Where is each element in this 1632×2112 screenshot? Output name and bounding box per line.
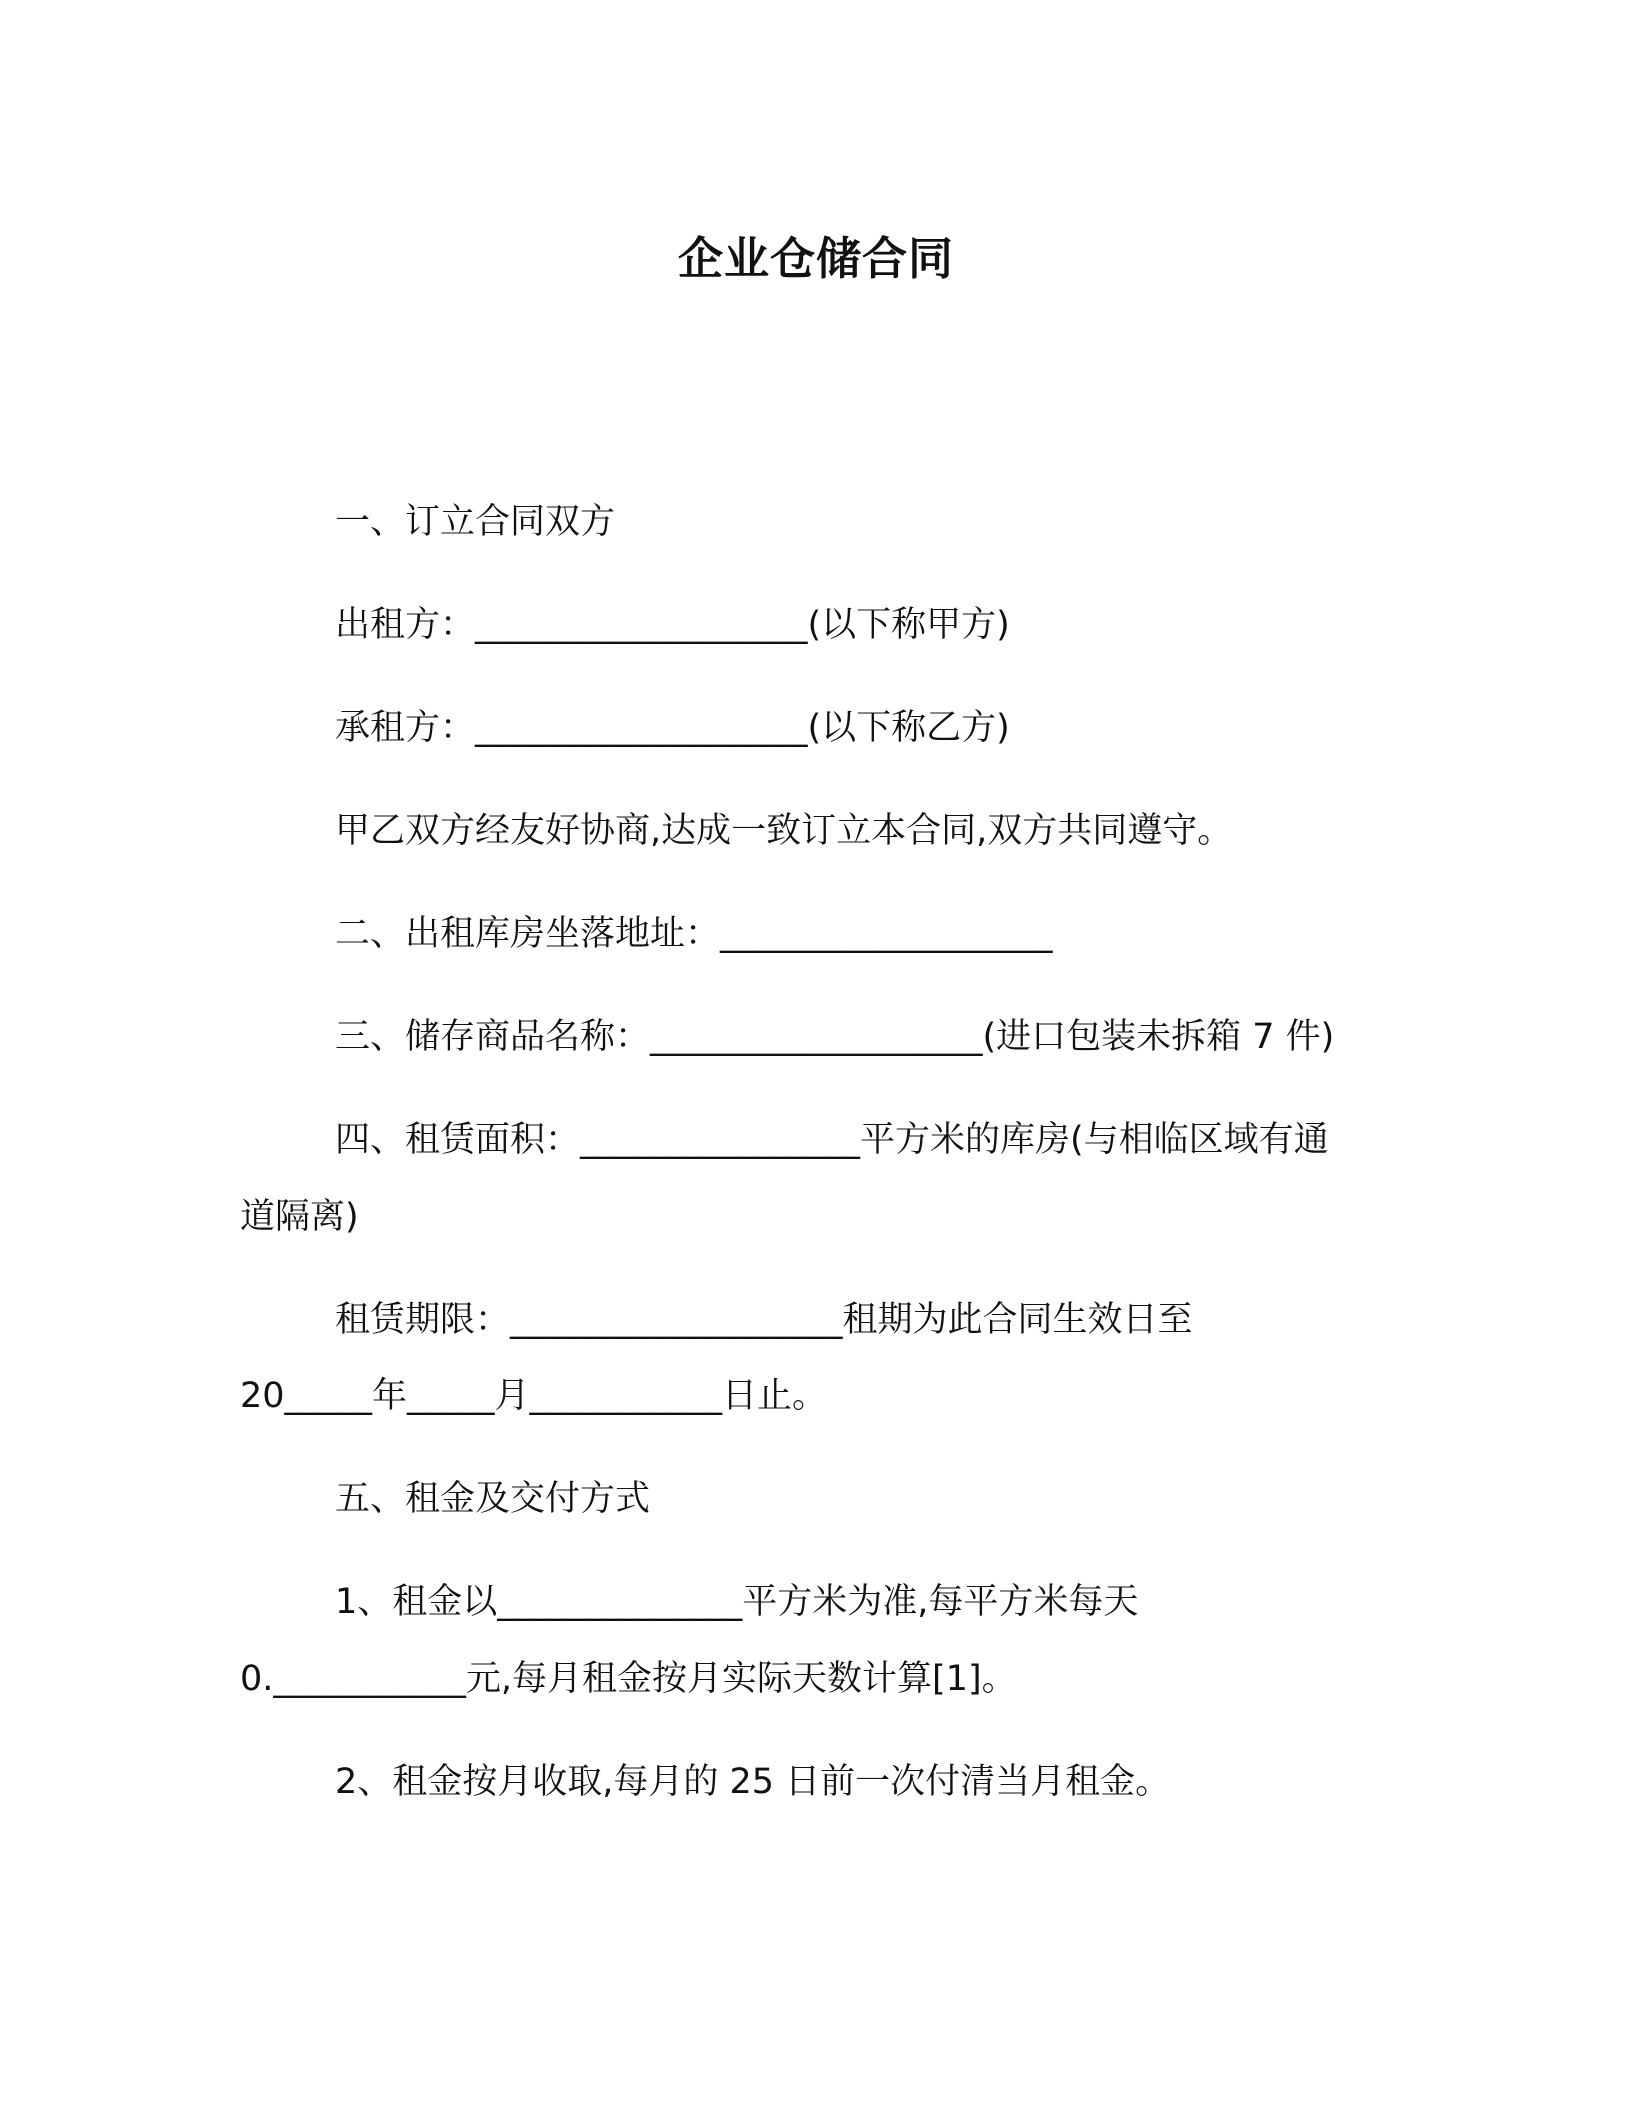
section-3-goods bbox=[335, 1013, 1334, 1061]
section-1-heading bbox=[335, 498, 615, 546]
line-text: 四、租赁面积：________________平方米的库房(与相临区域有通 bbox=[335, 1120, 1329, 1160]
lessee-line bbox=[335, 704, 1010, 752]
line-text: 租赁期限：___________________租期为此合同生效日至 bbox=[335, 1300, 1193, 1340]
section-2-address bbox=[335, 910, 1053, 958]
rent-clause-1 bbox=[335, 1578, 1138, 1626]
line-text: 五、租金及交付方式 bbox=[335, 1479, 651, 1519]
section-5-heading bbox=[335, 1475, 650, 1523]
line-text: 一、订立合同双方 bbox=[335, 502, 616, 542]
line-text: 二、出租库房坐落地址：___________________ bbox=[335, 914, 1053, 954]
section-4-area bbox=[335, 1116, 1329, 1164]
line-text: 道隔离) bbox=[240, 1197, 359, 1237]
line-text: 1、租金以______________平方米为准,每平方米每天 bbox=[335, 1582, 1139, 1622]
lessor-line bbox=[335, 601, 1010, 649]
lease-term-line bbox=[335, 1296, 1193, 1344]
line-text: 2、租金按月收取,每月的 25 日前一次付清当月租金。 bbox=[335, 1762, 1171, 1802]
document-title: 企业仓储合同 bbox=[677, 232, 954, 285]
line-text: 0.___________元,每月租金按月实际天数计算[1]。 bbox=[240, 1659, 1017, 1699]
line-text: 出租方：___________________(以下称甲方) bbox=[335, 605, 1010, 645]
rent-clause-2 bbox=[335, 1758, 1170, 1806]
rent-clause-1-continued bbox=[240, 1655, 1017, 1703]
line-text: 甲乙双方经友好协商,达成一致订立本合同,双方共同遵守。 bbox=[335, 811, 1233, 851]
line-text: 20_____年_____月___________日止。 bbox=[240, 1376, 828, 1416]
section-4-area-continued bbox=[240, 1193, 359, 1241]
line-text: 承租方：___________________(以下称乙方) bbox=[335, 708, 1010, 748]
agreement-line bbox=[335, 807, 1232, 855]
lease-term-date-line bbox=[240, 1372, 827, 1420]
line-text: 三、储存商品名称：___________________(进口包装未拆箱 7 件) bbox=[335, 1017, 1335, 1057]
